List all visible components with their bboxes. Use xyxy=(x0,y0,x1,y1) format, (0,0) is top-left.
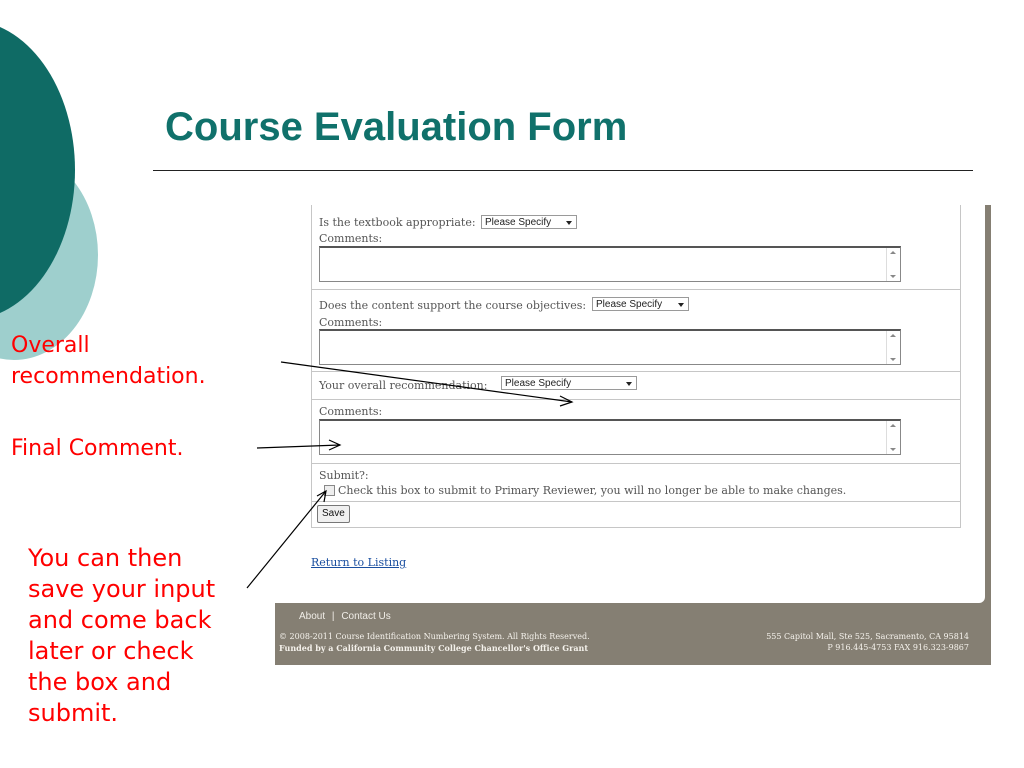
footer-separator: | xyxy=(331,611,335,622)
final-comment-arrow xyxy=(257,445,340,448)
submit-label: Submit?: xyxy=(319,469,369,482)
submit-checkbox-label: Check this box to submit to Primary Reviewer, you will no longer be able to make changes. xyxy=(338,484,847,497)
contact-us-link[interactable]: Contact Us xyxy=(341,611,391,622)
callout-line: save your input xyxy=(28,575,216,603)
about-link[interactable]: About xyxy=(299,611,326,622)
footer-address: 555 Capitol Mall, Ste 525, Sacramento, CA 95814 xyxy=(766,632,969,641)
footer-funded: Funded by a California Community College Chancellor's Office Grant xyxy=(279,643,589,653)
overall-arrow xyxy=(281,362,572,402)
callout-line: submit. xyxy=(28,699,119,727)
callout-line: and come back xyxy=(28,606,212,634)
content-question: Does the content support the course objectives: xyxy=(319,299,587,312)
footer-phone: P 916.445-4753 FAX 916.323-9867 xyxy=(827,643,969,652)
comments-label: Comments: xyxy=(319,405,383,418)
return-to-listing-link[interactable]: Return to Listing xyxy=(311,556,407,569)
overall-question: Your overall recommendation: xyxy=(319,379,488,392)
content-select-value: Please Specify xyxy=(596,299,663,310)
slide-title: Course Evaluation Form xyxy=(165,105,628,149)
checkbox-arrow xyxy=(247,491,326,588)
comments-label: Comments: xyxy=(319,316,383,329)
callout-line: You can then xyxy=(28,544,183,572)
overall-select-value: Please Specify xyxy=(505,378,572,389)
textbook-question: Is the textbook appropriate: xyxy=(319,216,476,229)
comments-label: Comments: xyxy=(319,232,383,245)
annotation-line: Overall xyxy=(11,333,90,358)
final-comment-annotation: Final Comment. xyxy=(11,436,184,461)
annotation-line: recommendation. xyxy=(11,364,206,389)
footer-copyright: © 2008-2011 Course Identification Numbering System. All Rights Reserved. xyxy=(279,632,590,641)
callout-line: later or check xyxy=(28,637,194,665)
save-button[interactable]: Save xyxy=(317,505,350,523)
textbook-select-value: Please Specify xyxy=(485,217,552,228)
callout-line: the box and xyxy=(28,668,172,696)
